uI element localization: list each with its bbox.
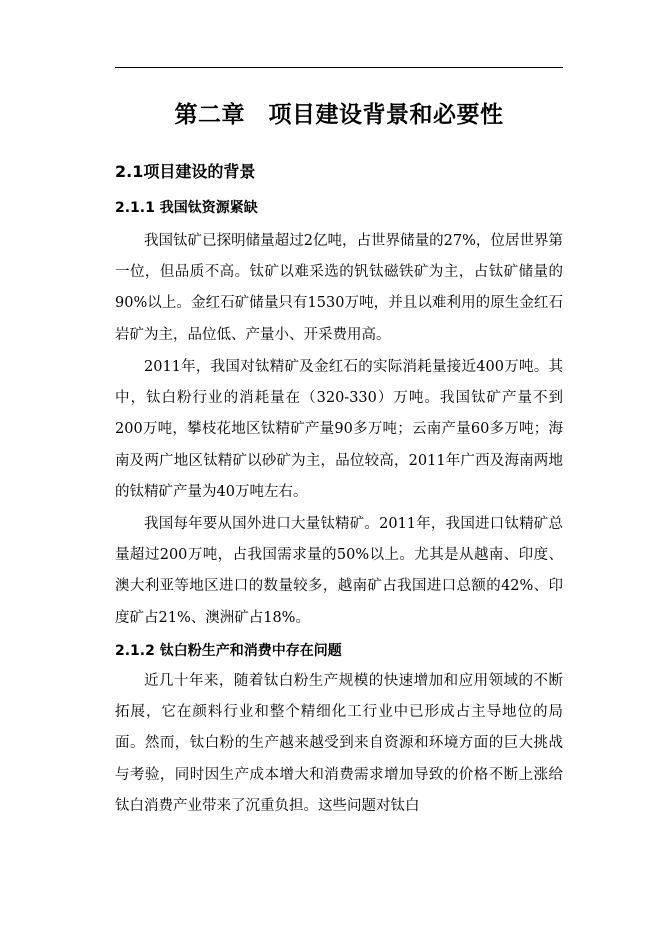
- chapter-title: 第二章 项目建设背景和必要性: [174, 102, 504, 128]
- paragraph-titanium-reserves: 我国钛矿已探明储量超过2亿吨，占世界储量的27%，位居世界第一位，但品质不高。钛矿以难采选的钒钛磁铁矿为主，占钛矿储量的90%以上。金红石矿储量只有1530万吨，并且以难利用的原生金红石岩矿为主，品位低、产量小、开采费用高。: [115, 233, 563, 343]
- header-rule: [115, 67, 563, 68]
- subsection-heading-2-1-2: 2.1.2 钛白粉生产和消费中存在问题: [115, 643, 342, 659]
- section-heading: 2.1项目建设的背景: [115, 162, 256, 181]
- paragraph-2011-consumption: 2011年，我国对钛精矿及金红石的实际消耗量接近400万吨。其中，钛白粉行业的消耗量在（320-330）万吨。我国钛矿产量不到200万吨，攀枝花地区钛精矿产量90多万吨；云南产量60多万吨；海南及两广地区钛精矿以砂矿为主，品位较高，2011年广西及海南两地的钛精矿产量为40万吨左右。: [115, 359, 563, 500]
- paragraph-imports: 我国每年要从国外进口大量钛精矿。2011年，我国进口钛精矿总量超过200万吨，占我国需求量的50%以上。尤其是从越南、印度、澳大利亚等地区进口的数量较多，越南矿占我国进口总额的42%、印度矿占21%、澳洲矿占18%。: [115, 516, 563, 626]
- subsection-heading-2-1-1: 2.1.1 我国钛资源紧缺: [115, 200, 258, 216]
- paragraph-production-problems: 近几十年来，随着钛白粉生产规模的快速增加和应用领域的不断拓展，它在颜料行业和整个精细化工行业中已形成占主导地位的局面。然而，钛白粉的生产越来越受到来自资源和环境方面的巨大挑战与考验，同时因生产成本增大和消费需求增加导致的价格不断上涨给钛白消费产业带来了沉重负担。这些问题对钛白: [115, 673, 563, 814]
